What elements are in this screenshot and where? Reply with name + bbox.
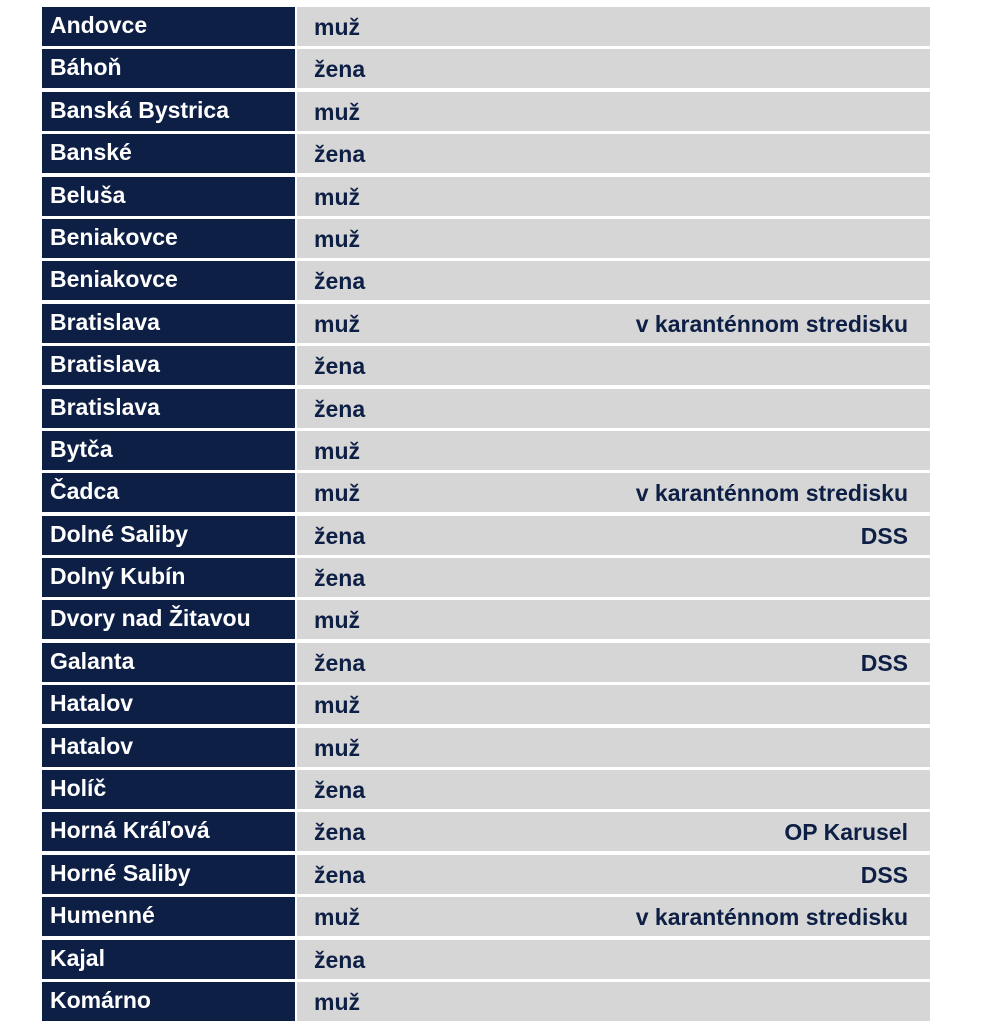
city-cell: Kajal	[42, 940, 295, 979]
sex-cell: žena	[314, 649, 366, 676]
sex-cell: muž	[314, 692, 360, 719]
details-cell	[297, 219, 930, 258]
note-cell: OP Karusel	[784, 819, 908, 846]
sex-cell: žena	[314, 861, 366, 888]
sex-cell: muž	[314, 310, 360, 337]
table-row	[42, 473, 930, 512]
details-cell	[297, 770, 930, 809]
table-row	[42, 431, 930, 470]
city-cell: Báhoň	[42, 49, 295, 88]
table-row	[42, 897, 930, 936]
details-cell	[297, 600, 930, 639]
sex-cell: žena	[314, 268, 366, 295]
city-cell: Bytča	[42, 431, 295, 470]
details-cell	[297, 728, 930, 767]
city-cell: Horné Saliby	[42, 855, 295, 894]
table-row	[42, 219, 930, 258]
table-row	[42, 7, 930, 46]
city-cell: Horná Kráľová	[42, 812, 295, 851]
note-cell: DSS	[860, 522, 908, 549]
sex-cell: žena	[314, 353, 366, 380]
sex-cell: muž	[314, 183, 360, 210]
details-cell	[297, 940, 930, 979]
city-cell: Humenné	[42, 897, 295, 936]
details-cell	[297, 92, 930, 131]
note-cell: DSS	[860, 861, 908, 888]
details-cell	[297, 473, 930, 512]
sex-cell: muž	[314, 988, 360, 1015]
sex-cell: muž	[314, 607, 360, 634]
table-row	[42, 346, 930, 385]
table-row	[42, 49, 930, 88]
city-cell: Hatalov	[42, 728, 295, 767]
table-row	[42, 389, 930, 428]
city-cell: Dolné Saliby	[42, 516, 295, 555]
sex-cell: muž	[314, 904, 360, 931]
details-cell	[297, 7, 930, 46]
table-row	[42, 643, 930, 682]
note-cell: DSS	[860, 649, 908, 676]
sex-cell: muž	[314, 480, 360, 507]
sex-cell: muž	[314, 98, 360, 125]
table-row	[42, 304, 930, 343]
city-cell: Hatalov	[42, 685, 295, 724]
table-row	[42, 685, 930, 724]
details-cell	[297, 389, 930, 428]
note-cell: v karanténnom stredisku	[635, 480, 908, 507]
table-row	[42, 940, 930, 979]
city-cell: Banská Bystrica	[42, 92, 295, 131]
sex-cell: muž	[314, 734, 360, 761]
table-row	[42, 134, 930, 173]
sex-cell: muž	[314, 437, 360, 464]
details-cell	[297, 982, 930, 1021]
city-cell: Holíč	[42, 770, 295, 809]
details-cell	[297, 685, 930, 724]
city-cell: Bratislava	[42, 389, 295, 428]
sex-cell: žena	[314, 141, 366, 168]
city-cell: Dolný Kubín	[42, 558, 295, 597]
details-cell	[297, 304, 930, 343]
city-cell: Beluša	[42, 177, 295, 216]
cases-table	[42, 7, 930, 1024]
details-cell	[297, 49, 930, 88]
city-cell: Galanta	[42, 643, 295, 682]
details-cell	[297, 643, 930, 682]
details-cell	[297, 261, 930, 300]
table-row	[42, 600, 930, 639]
table-row	[42, 92, 930, 131]
sex-cell: muž	[314, 14, 360, 40]
city-cell: Čadca	[42, 473, 295, 512]
table-row	[42, 982, 930, 1021]
note-cell: v karanténnom stredisku	[635, 310, 908, 337]
table-row	[42, 812, 930, 851]
details-cell	[297, 558, 930, 597]
table-row	[42, 728, 930, 767]
table-row	[42, 261, 930, 300]
city-cell: Komárno	[42, 982, 295, 1021]
details-cell	[297, 431, 930, 470]
table-row	[42, 855, 930, 894]
details-cell	[297, 134, 930, 173]
table-row	[42, 558, 930, 597]
sex-cell: žena	[314, 565, 366, 592]
city-cell: Bratislava	[42, 304, 295, 343]
sex-cell: žena	[314, 819, 366, 846]
sex-cell: žena	[314, 522, 366, 549]
city-cell: Banské	[42, 134, 295, 173]
city-cell: Beniakovce	[42, 261, 295, 300]
sex-cell: žena	[314, 395, 366, 422]
sex-cell: žena	[314, 56, 366, 83]
note-cell: v karanténnom stredisku	[635, 904, 908, 931]
sex-cell: muž	[314, 225, 360, 252]
sex-cell: žena	[314, 777, 366, 804]
table-row	[42, 516, 930, 555]
details-cell	[297, 812, 930, 851]
details-cell	[297, 346, 930, 385]
details-cell	[297, 897, 930, 936]
details-cell	[297, 177, 930, 216]
details-cell	[297, 855, 930, 894]
table-row	[42, 770, 930, 809]
city-cell: Andovce	[42, 7, 295, 46]
sex-cell: žena	[314, 946, 366, 973]
table-row	[42, 177, 930, 216]
city-cell: Bratislava	[42, 346, 295, 385]
city-cell: Dvory nad Žitavou	[42, 600, 295, 639]
city-cell: Beniakovce	[42, 219, 295, 258]
details-cell	[297, 516, 930, 555]
